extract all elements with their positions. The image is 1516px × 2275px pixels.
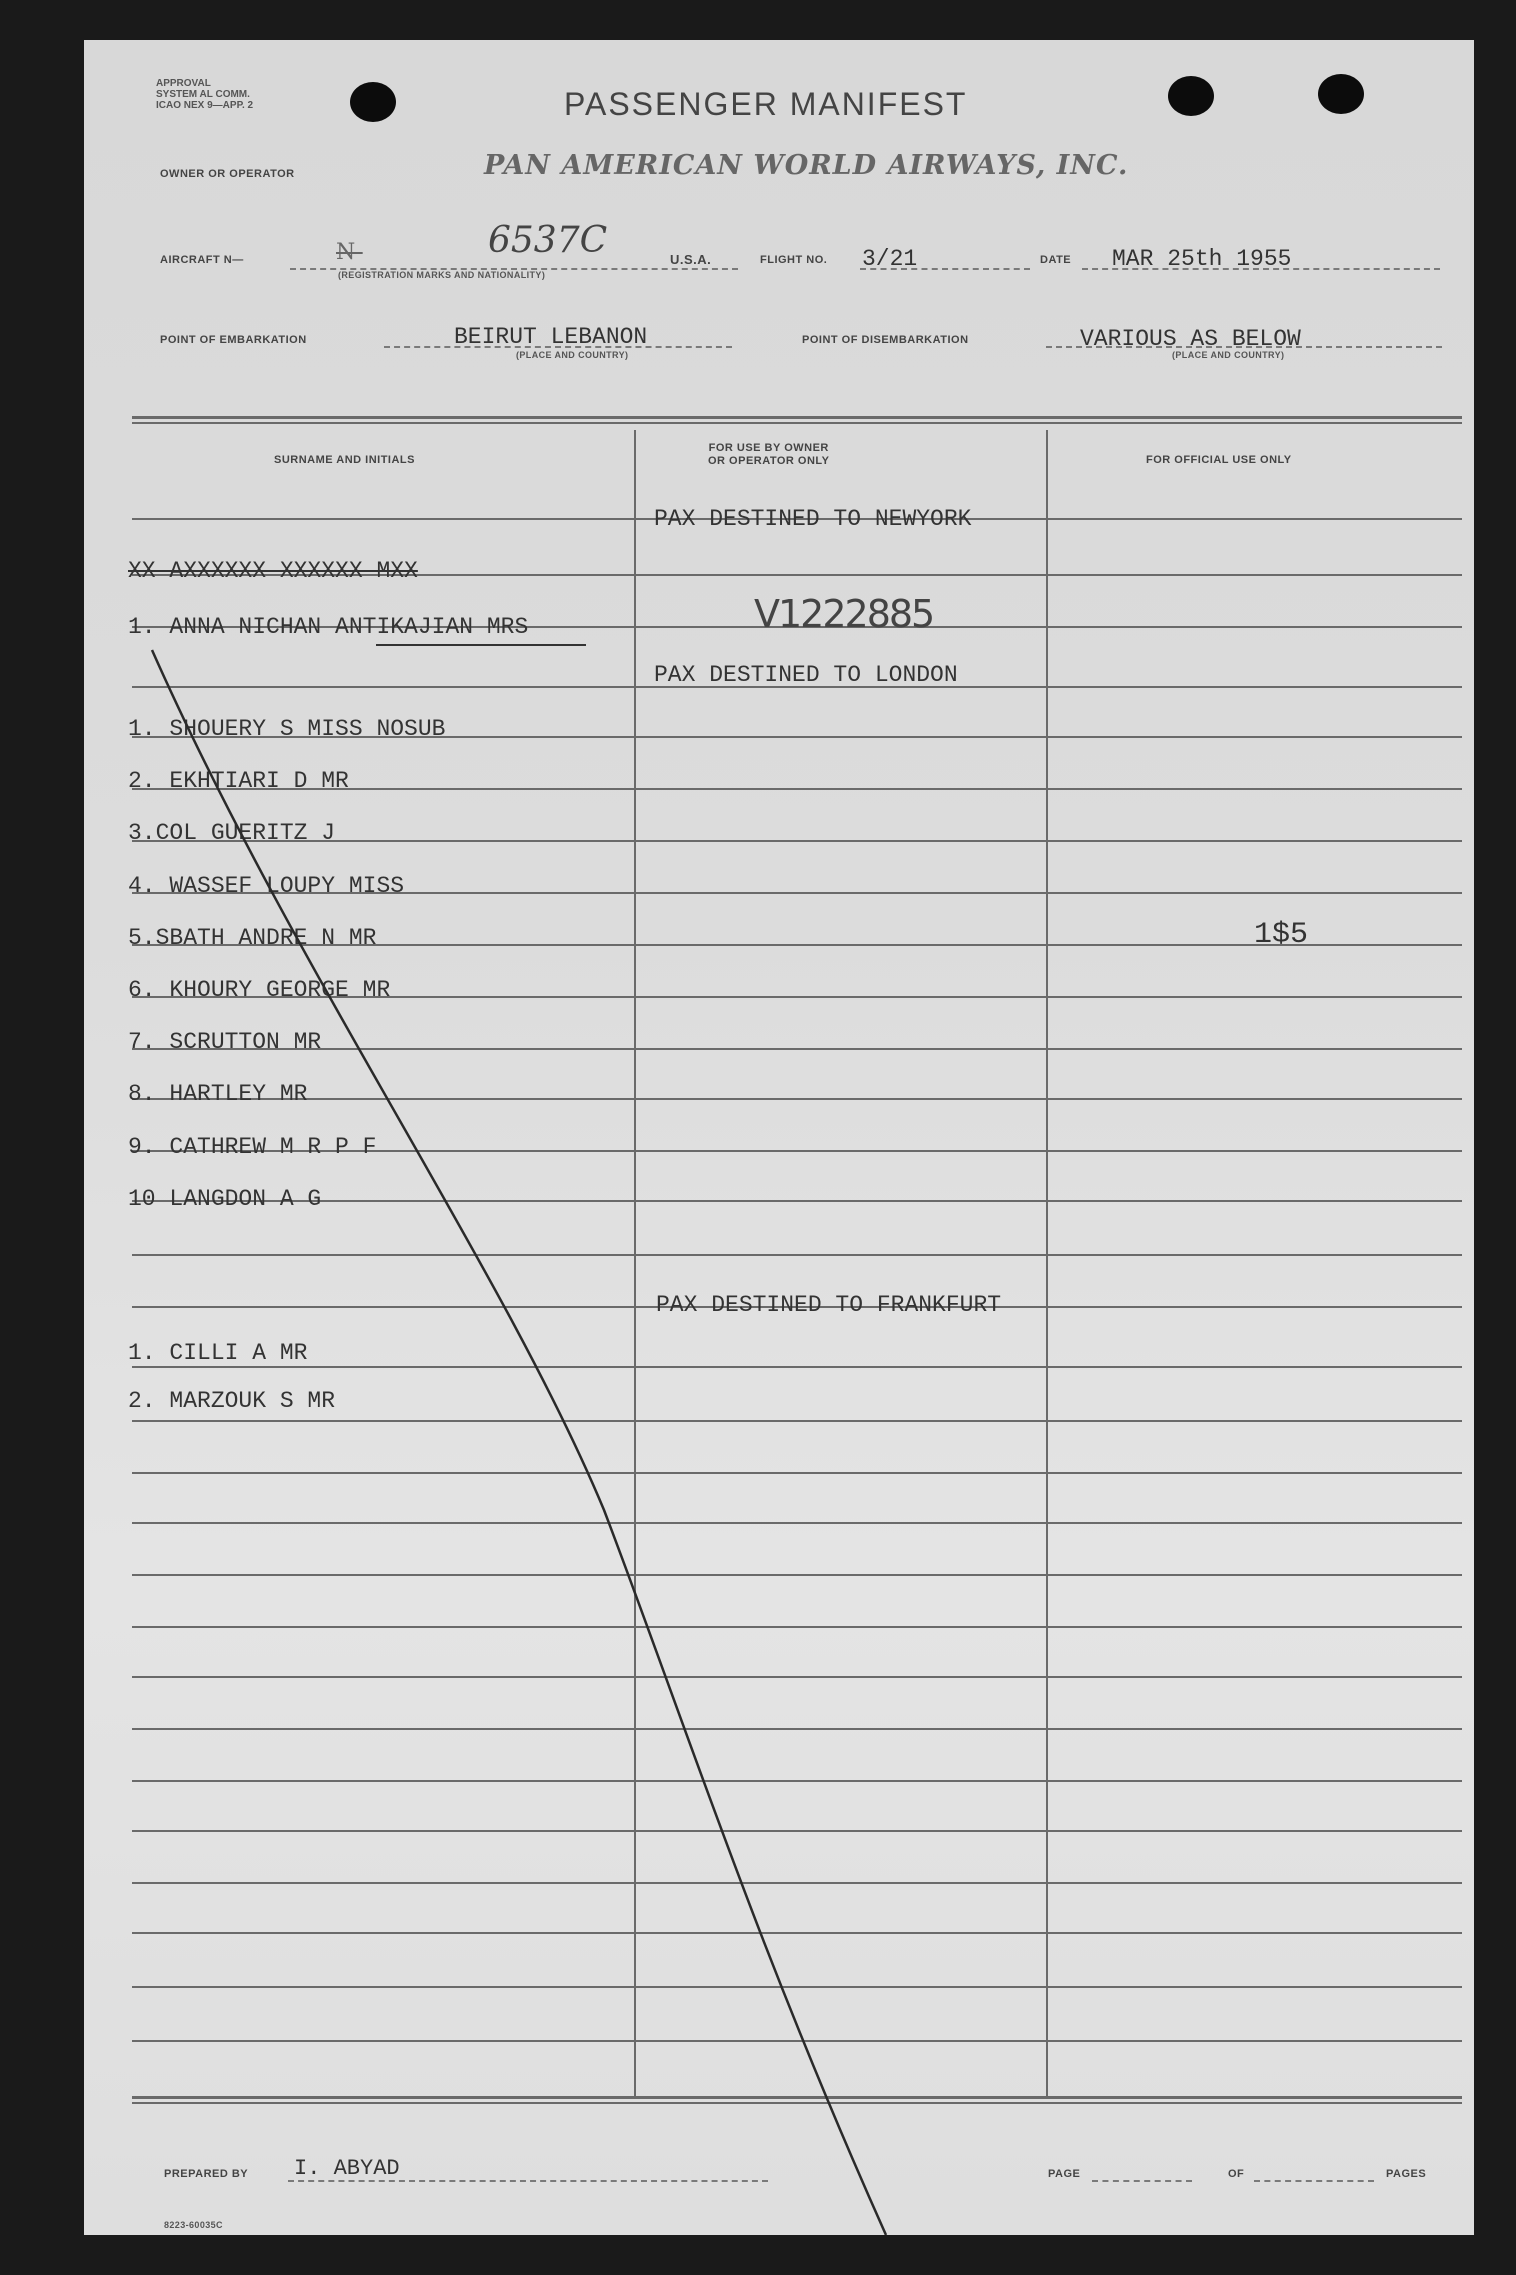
form-number: 8223-60035C	[164, 2220, 223, 2230]
passenger-london-2: 2. EKHTIARI D MR	[128, 768, 349, 795]
column-header-owner-use: FOR USE BY OWNER OR OPERATOR ONLY	[708, 442, 830, 467]
heading-london: PAX DESTINED TO LONDON	[654, 662, 958, 688]
aircraft-number: 6537C	[488, 220, 608, 261]
flight-date: MAR 25th 1955	[1112, 246, 1292, 272]
aircraft-crossed: N-	[336, 240, 363, 265]
heading-frankfurt: PAX DESTINED TO FRANKFURT	[656, 1292, 1002, 1318]
approval-line: APPROVAL	[156, 78, 211, 89]
passenger-london-3: 3.COL GUERITZ J	[128, 820, 336, 847]
pages-label: PAGES	[1386, 2168, 1427, 2180]
approval-line: SYSTEM	[156, 89, 198, 100]
passenger-london-4: 4. WASSEF LOUPY MISS	[128, 872, 405, 899]
passenger-london-9: 9. CATHREW M R P F	[128, 1133, 377, 1160]
disembark-caption: (PLACE AND COUNTRY)	[1172, 350, 1285, 360]
embark-place: BEIRUT LEBANON	[454, 324, 648, 350]
usa-label: U.S.A.	[670, 252, 712, 267]
passenger-london-8: 8. HARTLEY MR	[128, 1081, 308, 1108]
passenger-frankfurt-1: 1. CILLI A MR	[128, 1340, 308, 1366]
manifest-sheet	[84, 40, 1474, 2235]
official-mark: 1$5	[1254, 918, 1309, 952]
passenger-london-1: 1. SHOUERY S MISS NOSUB	[128, 716, 446, 742]
column-header-surname: SURNAME AND INITIALS	[274, 454, 415, 466]
date-label: DATE	[1040, 254, 1072, 266]
embark-caption: (PLACE AND COUNTRY)	[516, 350, 629, 360]
cancellation-line	[84, 40, 1474, 2235]
approval-line: ICAO	[156, 100, 181, 111]
column-header-official: FOR OFFICIAL USE ONLY	[1146, 454, 1292, 466]
embark-label: POINT OF EMBARKATION	[160, 334, 307, 346]
flight-number: 3/21	[862, 246, 918, 272]
disembark-place: VARIOUS AS BELOW	[1080, 326, 1301, 352]
passenger-frankfurt-2: 2. MARZOUK S MR	[128, 1388, 336, 1414]
prepared-by: I. ABYAD	[294, 2156, 400, 2181]
passenger-london-7: 7. SCRUTTON MR	[128, 1029, 322, 1056]
struck-entry: XX AXXXXXX XXXXXX MXX	[128, 558, 418, 584]
page-label: PAGE	[1048, 2168, 1081, 2180]
of-label: OF	[1228, 2168, 1245, 2180]
disembark-label: POINT OF DISEMBARKATION	[802, 334, 969, 346]
passenger-london-10: 10 LANGDON A G	[128, 1185, 322, 1212]
page-title: PASSENGER MANIFEST	[564, 86, 968, 122]
aircraft-label: AIRCRAFT N—	[160, 254, 244, 266]
registration-caption: (REGISTRATION MARKS AND NATIONALITY)	[338, 270, 546, 280]
heading-newyork: PAX DESTINED TO NEWYORK	[654, 506, 972, 532]
flight-no-label: FLIGHT NO.	[760, 254, 828, 266]
operator-name: PAN AMERICAN WORLD AIRWAYS, INC.	[484, 150, 1129, 181]
passenger-london-5: 5.SBATH ANDRE N MR	[128, 924, 377, 951]
owner-label: OWNER OR OPERATOR	[160, 168, 295, 180]
approval-line: AL COMM.	[199, 89, 250, 100]
passenger-newyork-1: 1. ANNA NICHAN ANTIKAJIAN MRS	[128, 614, 529, 640]
passenger-london-6: 6. KHOURY GEORGE MR	[128, 977, 391, 1003]
approval-line: NEX 9—APP. 2	[183, 100, 254, 111]
prepared-label: PREPARED BY	[164, 2168, 249, 2180]
handwritten-note: V1222885	[754, 592, 934, 636]
